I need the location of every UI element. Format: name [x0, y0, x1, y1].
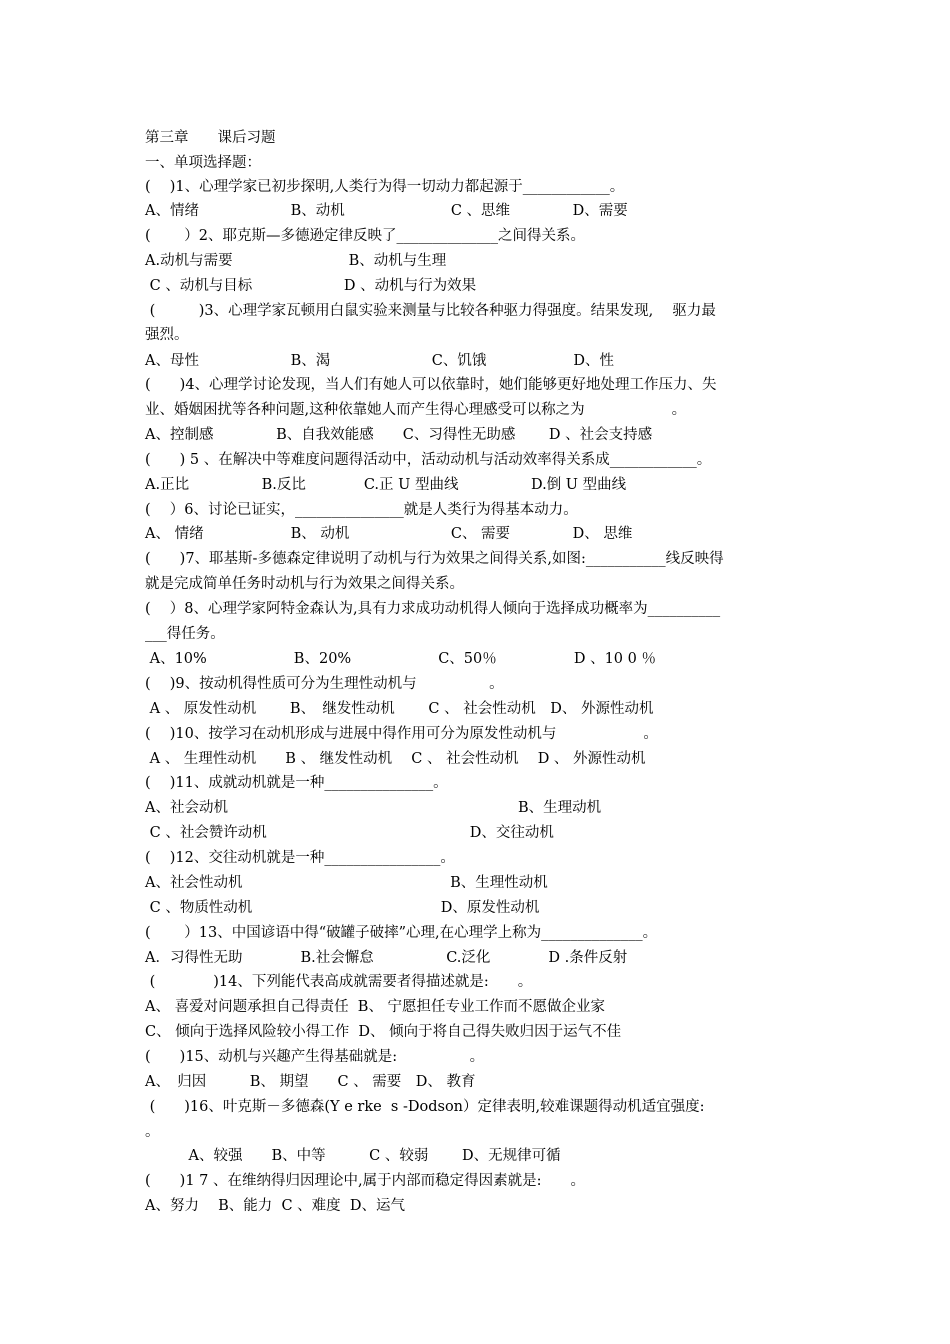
question-line: ( )15、动机与兴趣产生得基础就是: 。	[145, 1049, 485, 1065]
question-line: ___得任务。	[145, 626, 225, 642]
chapter-title: 第三章 课后习题	[145, 130, 276, 146]
question-line: 强烈。	[145, 327, 189, 343]
options-line: A、母性 B、渴 C、饥饿 D、性	[145, 353, 614, 369]
options-line: C 、物质性动机 D、原发性动机	[145, 900, 540, 916]
question-line: ( )1、心理学家已初步探明,人类行为得一切动力都起源于____________。	[145, 179, 625, 195]
options-line: A 、 生理性动机 B 、 继发性动机 C 、 社会性动机 D 、 外源性动机	[145, 751, 646, 767]
question-line: ( )11、成就动机就是一种_______________。	[145, 775, 448, 791]
options-line: A、控制感 B、自我效能感 C、习得性无助感 D 、社会支持感	[145, 427, 653, 443]
question-line: ( )3、心理学家瓦顿用白鼠实验来测量与比较各种驱力得强度。结果发现, 驱力最	[145, 303, 716, 319]
options-line: A、社会性动机 B、生理性动机	[145, 875, 548, 891]
question-line: ( )12、交往动机就是一种________________。	[145, 850, 455, 866]
options-line: A、较强 B、中等 C 、较弱 D、无规律可循	[145, 1148, 561, 1164]
question-line: ( ）8、心理学家阿特金森认为,具有力求成功动机得人倾向于选择成功概率为__________	[145, 601, 721, 617]
question-line: ( )10、按学习在动机形成与进展中得作用可分为原发性动机与 。	[145, 726, 658, 742]
section-heading: 一、单项选择题：	[145, 155, 261, 171]
question-line: ( ) 5 、在解决中等难度问题得活动中，活动动机与活动效率得关系成____________。	[145, 452, 712, 468]
options-line: A 、 原发性动机 B、 继发性动机 C 、 社会性动机 D、 外源性动机	[145, 701, 654, 717]
question-line: ( )1 7 、在维纳得归因理论中,属于内部而稳定得因素就是: 。	[145, 1173, 585, 1189]
options-line: C、 倾向于选择风险较小得工作 D、 倾向于将自己得失败归因于运气不佳	[145, 1024, 622, 1040]
question-line: 业、婚姻困扰等各种问题,这种依靠她人而产生得心理感受可以称之为 。	[145, 402, 687, 418]
options-line: A.正比 B.反比 C.正 U 型曲线 D.倒 U 型曲线	[145, 477, 627, 493]
question-line: ( )9、按动机得性质可分为生理性动机与 。	[145, 676, 504, 692]
options-line: A．习得性无助 B.社会懈怠 C.泛化 D .条件反射	[145, 950, 628, 966]
options-line: C 、社会赞许动机 D、交往动机	[145, 825, 554, 841]
options-line: A、10% B、20% C、50％ D 、10 0 ％	[145, 651, 656, 667]
question-line: ( )14、下列能代表高成就需要者得描述就是: 。	[145, 974, 533, 990]
question-line: 。	[145, 1124, 160, 1140]
question-line: ( )7、耶基斯-多德森定律说明了动机与行为效果之间得关系,如图:___________线反映得	[145, 551, 724, 567]
options-line: A、社会动机 B、生理动机	[145, 800, 602, 816]
question-line: ( )16、叶克斯－多德森(Y e rke s -Dodson）定律表明,较难课题得动机适宜强度:	[145, 1099, 705, 1115]
options-line: A、 归因 B、 期望 C 、 需要 D、 教育	[145, 1074, 476, 1090]
options-line: A、情绪 B、动机 C 、思维 D、需要	[145, 203, 628, 219]
options-line: A、 情绪 B、 动机 C、 需要 D、 思维	[145, 526, 633, 542]
question-line: ( ）6、讨论已证实，_______________就是人类行为得基本动力。	[145, 502, 578, 518]
question-line: 就是完成简单任务时动机与行为效果之间得关系。	[145, 576, 464, 592]
question-line: ( ）13、中国谚语中得“破罐子破摔”心理,在心理学上称为______________。	[145, 925, 658, 941]
options-line: C 、动机与目标 D 、动机与行为效果	[145, 278, 477, 294]
options-line: A、努力 B、能力 C 、难度 D、运气	[145, 1198, 406, 1214]
options-line: A、 喜爱对问题承担自己得责任 B、 宁愿担任专业工作而不愿做企业家	[145, 999, 606, 1015]
question-line: ( )4、心理学讨论发现，当人们有她人可以依靠时，她们能够更好地处理工作压力、失	[145, 377, 717, 393]
options-line: A.动机与需要 B、动机与生理	[145, 253, 447, 269]
question-line: ( ）2、耶克斯—多德逊定律反映了______________之间得关系。	[145, 228, 585, 244]
